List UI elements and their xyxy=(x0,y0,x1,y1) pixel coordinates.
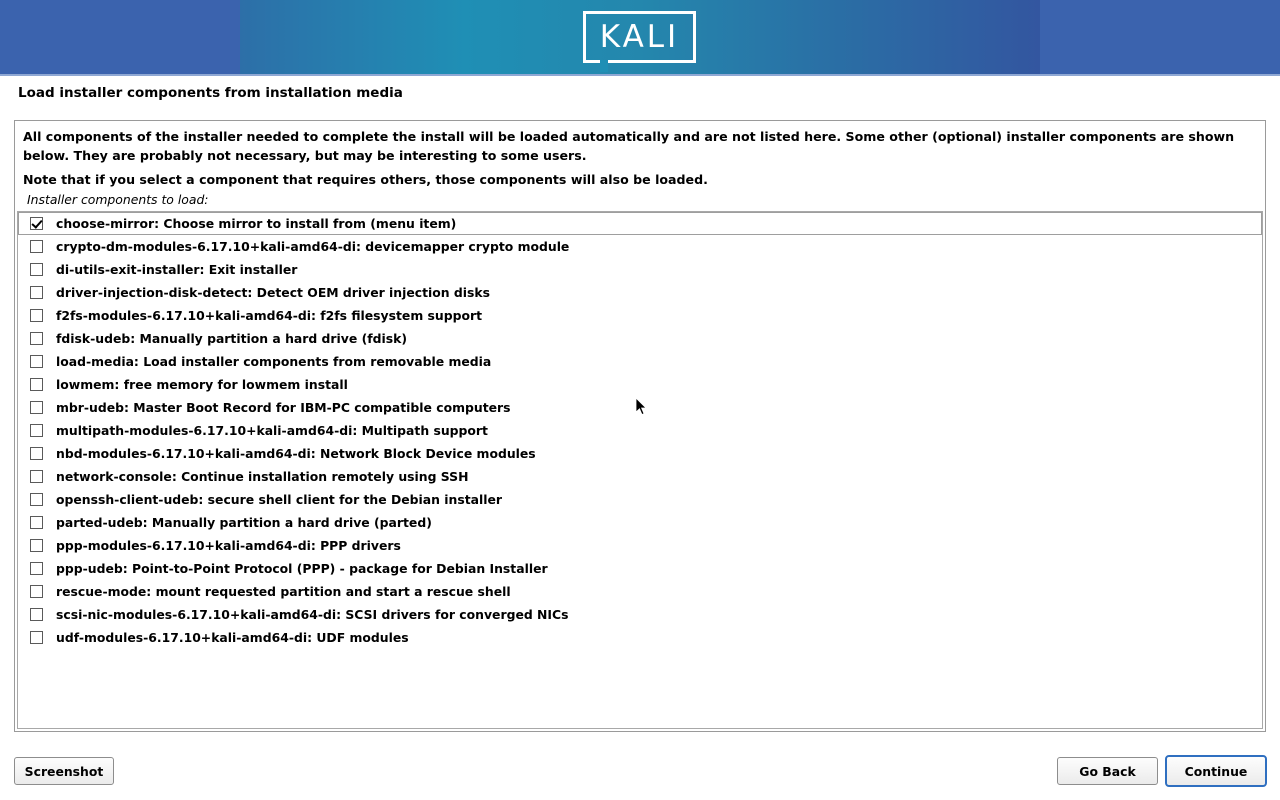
component-list-item[interactable] xyxy=(18,603,1262,626)
component-label: rescue-mode: mount requested partition and start a rescue shell xyxy=(56,584,511,599)
installer-panel xyxy=(14,120,1266,732)
kali-banner xyxy=(0,0,1280,74)
component-checkbox[interactable] xyxy=(30,378,43,391)
component-checkbox[interactable] xyxy=(30,401,43,414)
component-label: ppp-modules-6.17.10+kali-amd64-di: PPP drivers xyxy=(56,538,401,553)
component-list-item[interactable] xyxy=(18,442,1262,465)
component-checkbox[interactable] xyxy=(30,424,43,437)
intro-text: All components of the installer needed to complete the install will be loaded automatically and are not listed here. Some other (optional) installer components are shown below. They are probably not necessary, but may be interesting to some users. xyxy=(23,129,1235,163)
component-label: multipath-modules-6.17.10+kali-amd64-di: Multipath support xyxy=(56,423,488,438)
component-checkbox[interactable] xyxy=(30,631,43,644)
component-label: crypto-dm-modules-6.17.10+kali-amd64-di: devicemapper crypto module xyxy=(56,239,570,254)
component-checkbox[interactable] xyxy=(30,263,43,276)
component-checkbox[interactable] xyxy=(30,539,43,552)
kali-logo-text: KALI xyxy=(599,19,680,55)
kali-logo-notch xyxy=(600,60,608,72)
continue-button[interactable]: Continue xyxy=(1165,755,1267,787)
component-checkbox[interactable] xyxy=(30,516,43,529)
component-label: fdisk-udeb: Manually partition a hard drive (fdisk) xyxy=(56,331,408,346)
components-list-label: Installer components to load: xyxy=(27,192,209,207)
component-list-item[interactable] xyxy=(18,511,1262,534)
component-list-item[interactable] xyxy=(18,557,1262,580)
go-back-button[interactable]: Go Back xyxy=(1057,757,1158,785)
component-label: mbr-udeb: Master Boot Record for IBM-PC compatible computers xyxy=(56,400,511,415)
component-list-item[interactable] xyxy=(18,235,1262,258)
component-label: di-utils-exit-installer: Exit installer xyxy=(56,262,298,277)
components-checklist[interactable] xyxy=(17,211,1263,729)
component-label: f2fs-modules-6.17.10+kali-amd64-di: f2fs filesystem support xyxy=(56,308,483,323)
component-checkbox[interactable] xyxy=(30,286,43,299)
page-title: Load installer components from installation media xyxy=(18,85,403,101)
component-list-item[interactable] xyxy=(18,258,1262,281)
component-list-item[interactable] xyxy=(18,304,1262,327)
component-list-item[interactable] xyxy=(18,396,1262,419)
component-label: nbd-modules-6.17.10+kali-amd64-di: Network Block Device modules xyxy=(56,446,536,461)
component-checkbox[interactable] xyxy=(30,309,43,322)
component-checkbox[interactable] xyxy=(30,493,43,506)
component-list-item[interactable] xyxy=(18,465,1262,488)
component-list-item[interactable] xyxy=(18,212,1262,235)
component-list-item[interactable] xyxy=(18,350,1262,373)
component-list-item[interactable] xyxy=(18,419,1262,442)
component-label: scsi-nic-modules-6.17.10+kali-amd64-di: SCSI drivers for converged NICs xyxy=(56,607,569,622)
component-label: load-media: Load installer components from removable media xyxy=(56,354,492,369)
component-label: driver-injection-disk-detect: Detect OEM driver injection disks xyxy=(56,285,491,300)
component-list-item[interactable] xyxy=(18,281,1262,304)
component-label: choose-mirror: Choose mirror to install from (menu item) xyxy=(56,216,457,231)
component-label: parted-udeb: Manually partition a hard drive (parted) xyxy=(56,515,432,530)
component-label: openssh-client-udeb: secure shell client for the Debian installer xyxy=(56,492,502,507)
component-list-item[interactable] xyxy=(18,626,1262,649)
component-checkbox[interactable] xyxy=(30,470,43,483)
component-checkbox[interactable] xyxy=(30,562,43,575)
component-checkbox[interactable] xyxy=(30,585,43,598)
component-list-item[interactable] xyxy=(18,580,1262,603)
component-checkbox[interactable] xyxy=(30,447,43,460)
component-checkbox[interactable] xyxy=(30,355,43,368)
component-label: udf-modules-6.17.10+kali-amd64-di: UDF modules xyxy=(56,630,409,645)
component-label: lowmem: free memory for lowmem install xyxy=(56,377,348,392)
component-checkbox[interactable] xyxy=(30,332,43,345)
kali-logo xyxy=(583,11,696,63)
component-list-item[interactable] xyxy=(18,488,1262,511)
component-list-item[interactable] xyxy=(18,327,1262,350)
component-label: network-console: Continue installation remotely using SSH xyxy=(56,469,469,484)
component-list-item[interactable] xyxy=(18,534,1262,557)
screenshot-button[interactable]: Screenshot xyxy=(14,757,114,785)
banner-underline xyxy=(0,74,1280,76)
component-list-item[interactable] xyxy=(18,373,1262,396)
note-text: Note that if you select a component that requires others, those components will also be loaded. xyxy=(23,172,708,187)
component-label: ppp-udeb: Point-to-Point Protocol (PPP) - package for Debian Installer xyxy=(56,561,548,576)
component-checkbox[interactable] xyxy=(30,240,43,253)
component-checkbox[interactable] xyxy=(30,217,43,230)
component-checkbox[interactable] xyxy=(30,608,43,621)
